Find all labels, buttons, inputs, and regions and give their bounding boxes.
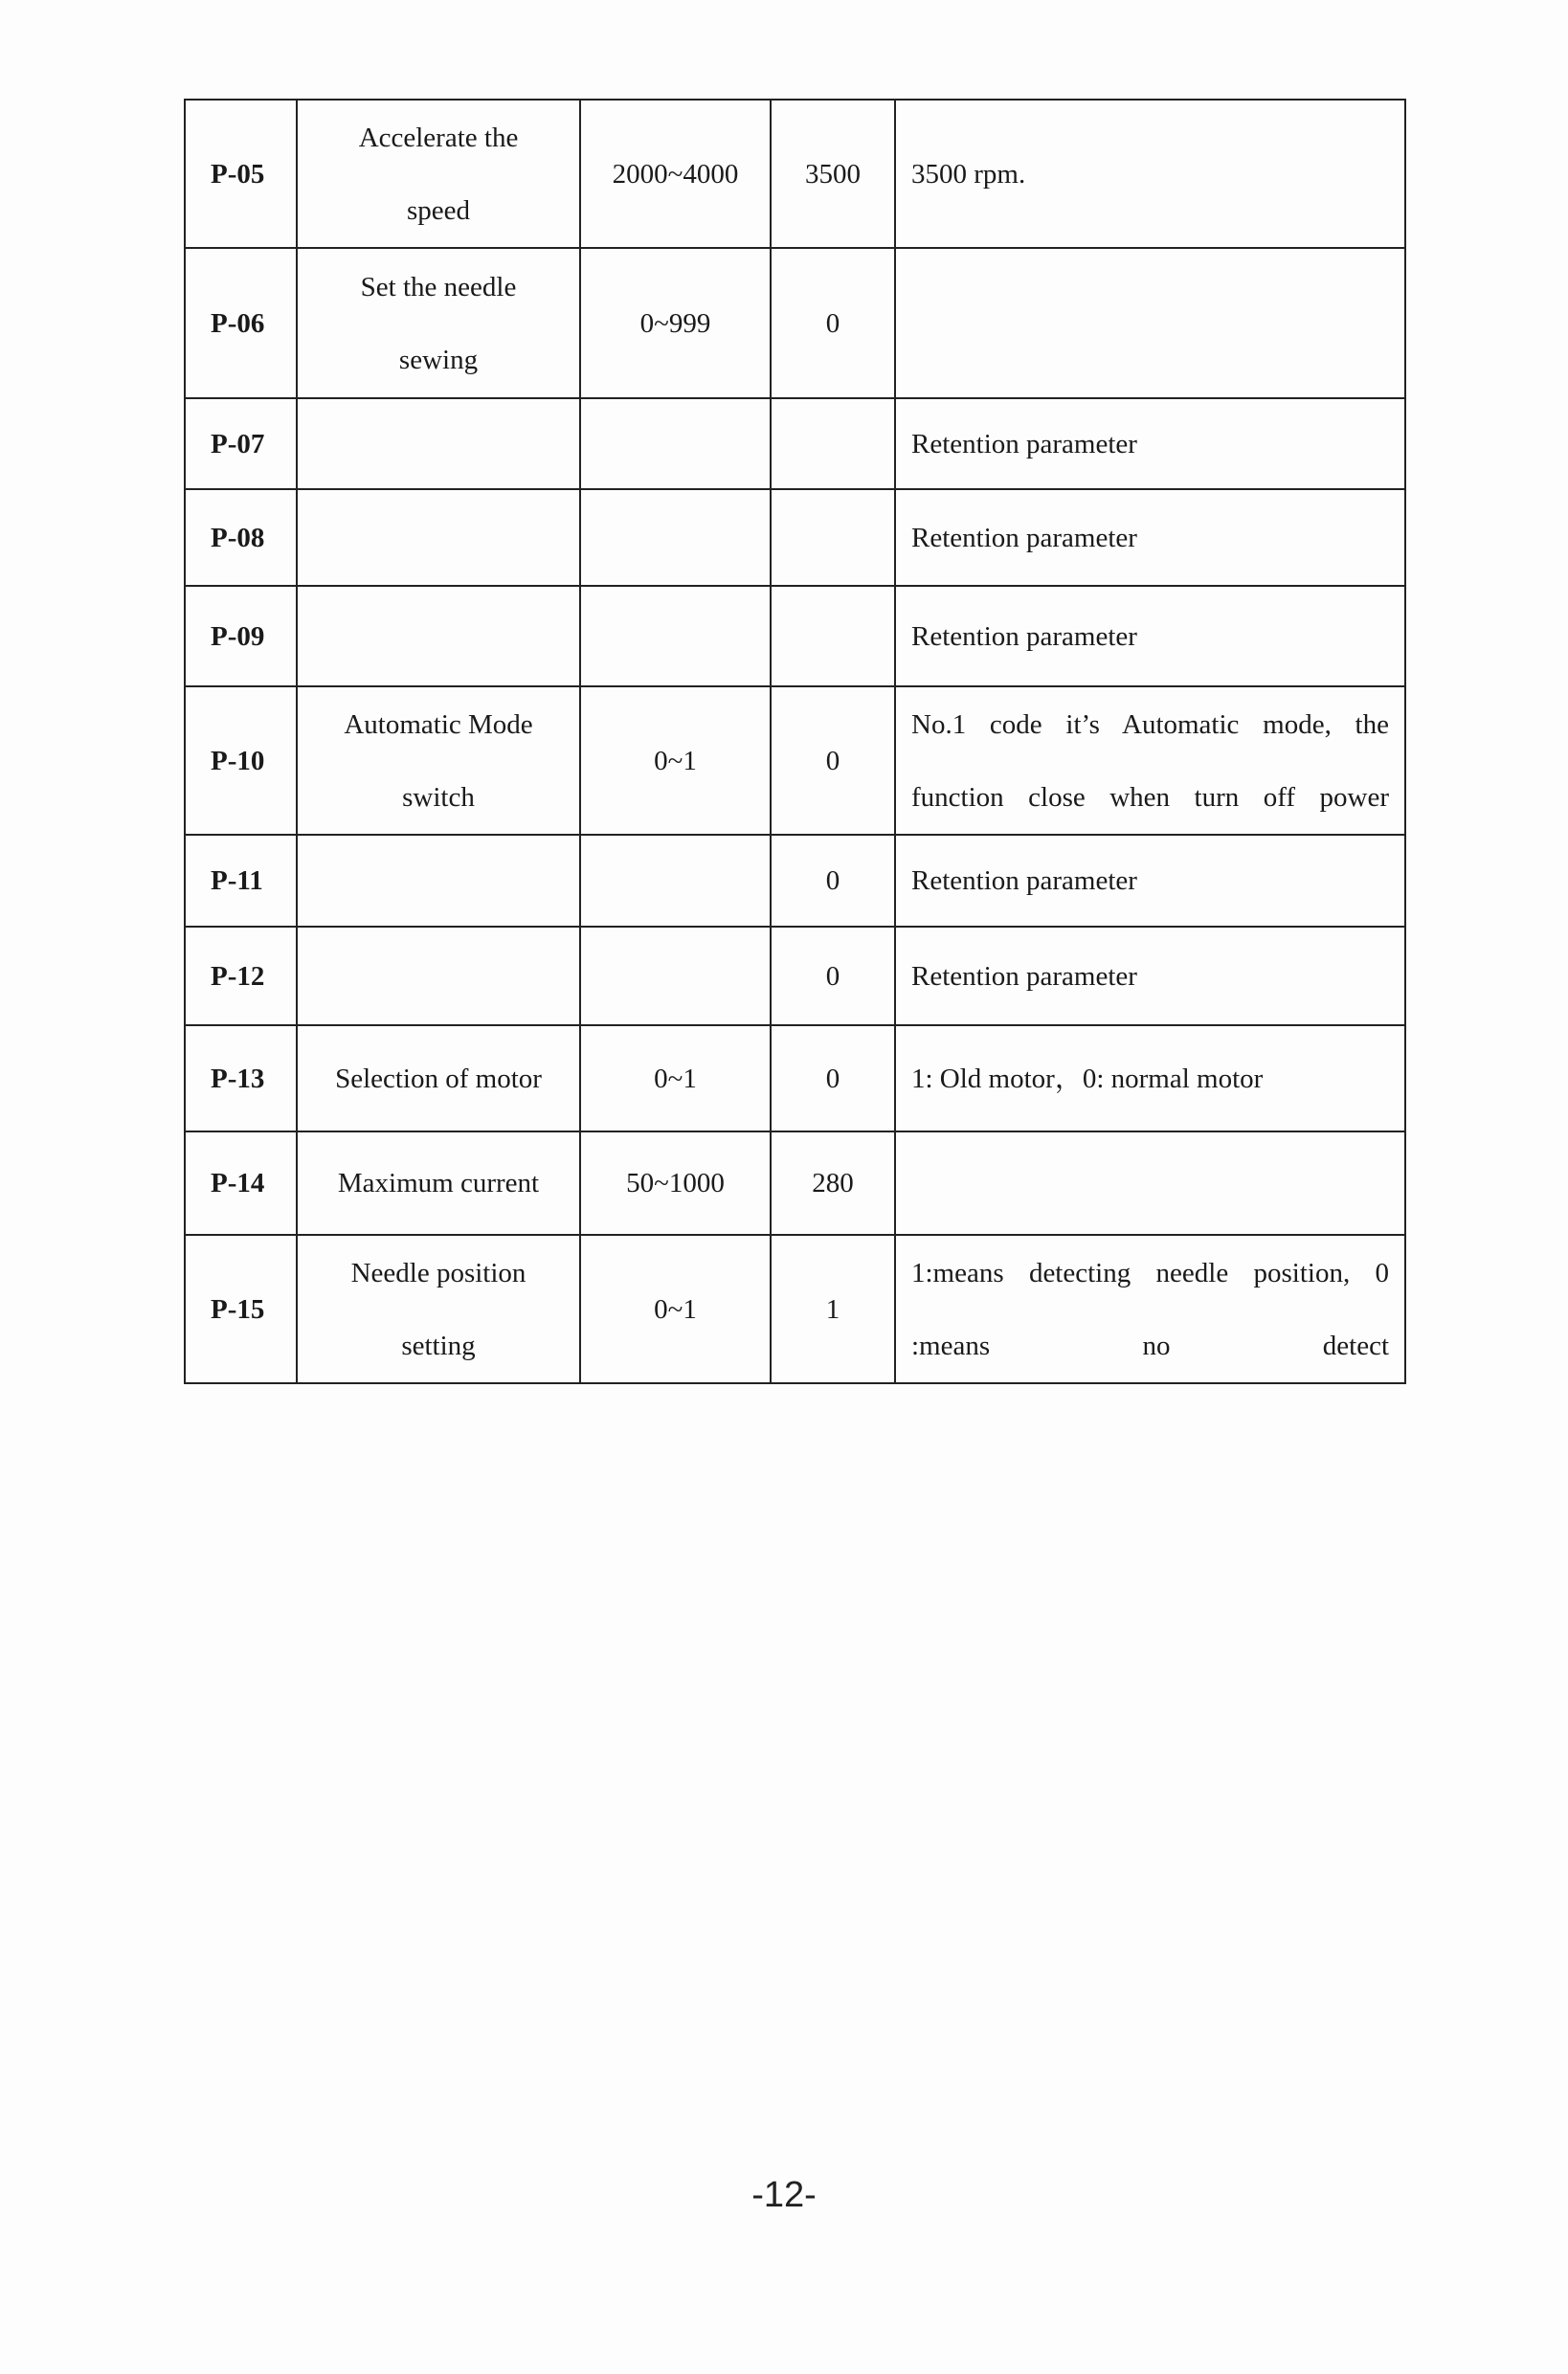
parameter-name: [297, 586, 580, 686]
parameter-code: P-11: [185, 835, 297, 927]
parameter-default: [771, 489, 895, 586]
parameter-range: [580, 398, 771, 489]
parameter-description: Retention parameter: [895, 489, 1405, 586]
parameter-name: [297, 398, 580, 489]
parameter-range: 0~999: [580, 248, 771, 398]
parameter-default: [771, 586, 895, 686]
parameter-code: P-15: [185, 1235, 297, 1383]
parameter-name: [297, 489, 580, 586]
table-row: [185, 927, 1405, 1025]
table-row: [185, 835, 1405, 927]
parameter-default: 280: [771, 1131, 895, 1235]
parameter-default: 3500: [771, 100, 895, 248]
parameter-range: 0~1: [580, 686, 771, 835]
parameter-default: 1: [771, 1235, 895, 1383]
parameter-description: [895, 248, 1405, 398]
parameter-default: 0: [771, 1025, 895, 1131]
parameter-table: [184, 99, 1406, 1384]
parameter-range: 0~1: [580, 1235, 771, 1383]
parameter-name: Set the needle sewing: [297, 248, 580, 398]
parameter-default: [771, 398, 895, 489]
parameter-code: P-09: [185, 586, 297, 686]
parameter-name: [297, 927, 580, 1025]
page-number: -12-: [751, 2175, 817, 2215]
parameter-description: 1: Old motor，0: normal motor: [895, 1025, 1405, 1131]
parameter-range: 0~1: [580, 1025, 771, 1131]
parameter-description: Retention parameter: [895, 586, 1405, 686]
parameter-code: P-05: [185, 100, 297, 248]
parameter-name: Maximum current: [297, 1131, 580, 1235]
parameter-name: [297, 835, 580, 927]
parameter-name: Needle position setting: [297, 1235, 580, 1383]
parameter-range: 2000~4000: [580, 100, 771, 248]
parameter-description: 3500 rpm.: [895, 100, 1405, 248]
parameter-range: [580, 927, 771, 1025]
parameter-name: Automatic Mode switch: [297, 686, 580, 835]
table-row: [185, 1235, 1405, 1383]
parameter-code: P-06: [185, 248, 297, 398]
table-row: [185, 686, 1405, 835]
table-row: [185, 1131, 1405, 1235]
parameter-default: 0: [771, 248, 895, 398]
parameter-code: P-12: [185, 927, 297, 1025]
parameter-description: Retention parameter: [895, 927, 1405, 1025]
parameter-default: 0: [771, 835, 895, 927]
parameter-description: [895, 1131, 1405, 1235]
table-row: [185, 248, 1405, 398]
table-row: [185, 586, 1405, 686]
table-row: [185, 489, 1405, 586]
parameter-range: [580, 835, 771, 927]
parameter-default: 0: [771, 927, 895, 1025]
parameter-description: No.1 code it’s Automatic mode, the function close when turn off power: [895, 686, 1405, 835]
parameter-code: P-14: [185, 1131, 297, 1235]
parameter-range: [580, 489, 771, 586]
parameter-name: Selection of motor: [297, 1025, 580, 1131]
parameter-code: P-13: [185, 1025, 297, 1131]
parameter-default: 0: [771, 686, 895, 835]
parameter-description: 1:means detecting needle position, 0 :means no detect: [895, 1235, 1405, 1383]
table-row: [185, 1025, 1405, 1131]
parameter-code: P-10: [185, 686, 297, 835]
table-row: [185, 398, 1405, 489]
parameter-code: P-08: [185, 489, 297, 586]
table-row: [185, 100, 1405, 248]
parameter-range: [580, 586, 771, 686]
parameter-name: Accelerate the speed: [297, 100, 580, 248]
parameter-description: Retention parameter: [895, 835, 1405, 927]
parameter-code: P-07: [185, 398, 297, 489]
parameter-description: Retention parameter: [895, 398, 1405, 489]
parameter-range: 50~1000: [580, 1131, 771, 1235]
